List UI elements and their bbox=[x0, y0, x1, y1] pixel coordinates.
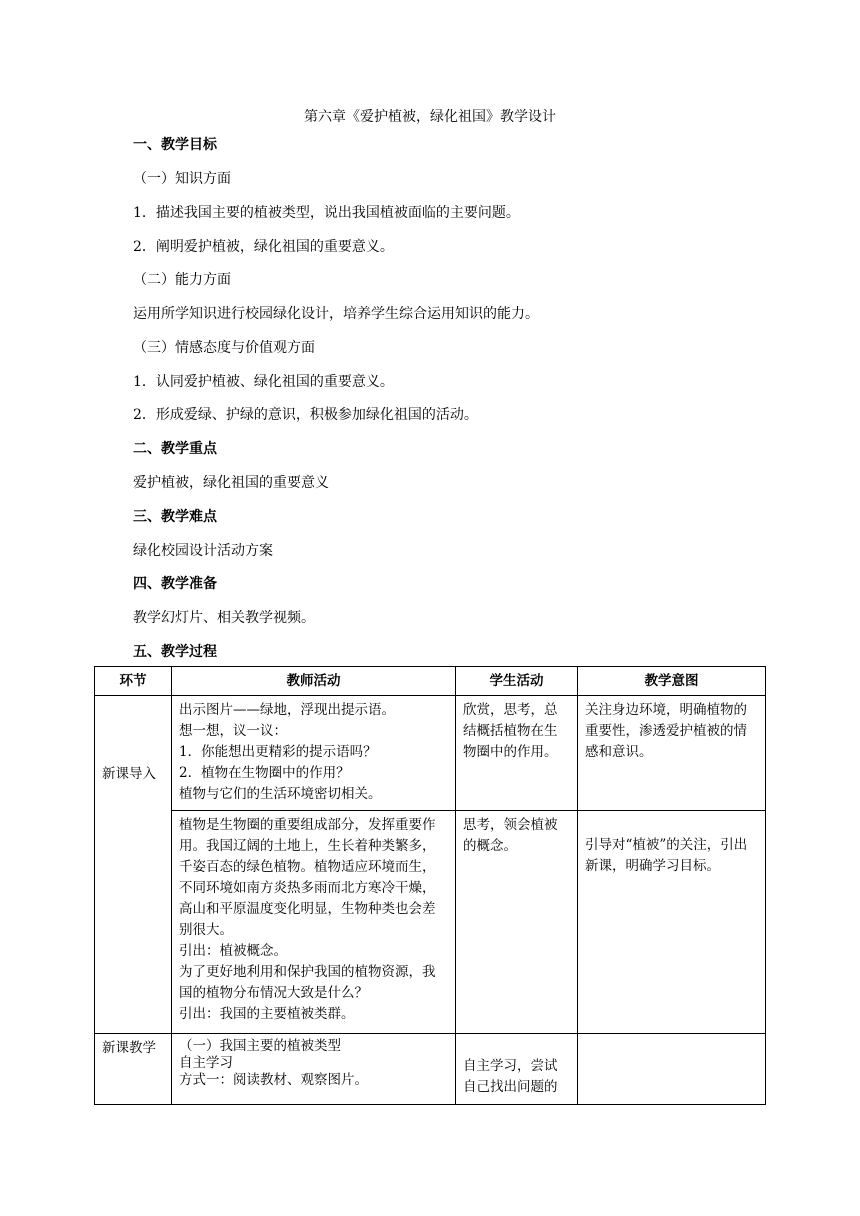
teacher-cell bbox=[172, 811, 456, 1034]
teaching-process-table bbox=[94, 666, 766, 1105]
section-heading-difficulty: 三、教学难点 bbox=[133, 509, 217, 525]
intent-cell bbox=[578, 1034, 766, 1105]
teacher-line: 2．植物在生物圈中的作用？ bbox=[179, 765, 350, 781]
subheading-attitude: （三）情感态度与价值观方面 bbox=[133, 340, 315, 356]
section-heading-process: 五、教学过程 bbox=[133, 644, 217, 660]
teacher-line: 引出：植被概念。 bbox=[179, 943, 287, 959]
teacher-line: 植物与它们的生活环境密切相关。 bbox=[179, 786, 382, 802]
table-row bbox=[95, 811, 766, 1034]
student-cell: 欣赏，思考，总结概括植物在生物圈中的作用。 bbox=[456, 696, 578, 811]
difficulty-text: 绿化校园设计活动方案 bbox=[133, 543, 273, 559]
student-cell: 自主学习，尝试自己找出问题的 bbox=[456, 1034, 578, 1105]
teacher-line: 引出：我国的主要植被类群。 bbox=[179, 1006, 355, 1022]
objective-item-1: 1．描述我国主要的植被类型，说出我国植被面临的主要问题。 bbox=[133, 205, 520, 221]
document-title: 第六章《爱护植被，绿化祖国》教学设计 bbox=[304, 109, 556, 125]
student-cell: 思考，领会植被的概念。 bbox=[456, 811, 578, 1034]
teacher-cell bbox=[172, 696, 456, 811]
teacher-line: 自主学习 bbox=[179, 1055, 233, 1071]
header-stage: 环节 bbox=[95, 667, 172, 696]
attitude-item-1: 1．认同爱护植被、绿化祖国的重要意义。 bbox=[133, 374, 394, 390]
teacher-line: 想一想，议一议： bbox=[179, 723, 287, 739]
intent-cell: 关注身边环境，明确植物的重要性，渗透爱护植被的情感和意识。 bbox=[578, 696, 766, 811]
preparation-text: 教学幻灯片、相关教学视频。 bbox=[133, 610, 315, 626]
table-row bbox=[95, 696, 766, 811]
header-intent: 教学意图 bbox=[578, 667, 766, 696]
teacher-paragraph: 为了更好地利用和保护我国的植物资源，我国的植物分布情况大致是什么？ bbox=[179, 964, 436, 1001]
table-row bbox=[95, 1034, 766, 1105]
ability-text: 运用所学知识进行校园绿化设计，培养学生综合运用知识的能力。 bbox=[133, 306, 539, 322]
teacher-cell bbox=[172, 1034, 456, 1105]
teacher-line: 出示图片——绿地，浮现出提示语。 bbox=[179, 702, 395, 718]
teacher-line: （一）我国主要的植被类型 bbox=[179, 1038, 341, 1054]
section-heading-focus: 二、教学重点 bbox=[133, 441, 217, 457]
teacher-line: 1．你能想出更精彩的提示语吗？ bbox=[179, 744, 377, 760]
teacher-line: 方式一：阅读教材、观察图片。 bbox=[179, 1072, 368, 1088]
subheading-ability: （二）能力方面 bbox=[133, 272, 231, 288]
section-heading-preparation: 四、教学准备 bbox=[133, 576, 217, 592]
intent-cell: 引导对“植被”的关注，引出新课，明确学习目标。 bbox=[578, 811, 766, 1034]
stage-cell-intro: 新课导入 bbox=[95, 696, 172, 1034]
subheading-knowledge: （一）知识方面 bbox=[133, 171, 231, 187]
header-teacher: 教师活动 bbox=[172, 667, 456, 696]
section-heading-objectives: 一、教学目标 bbox=[133, 137, 217, 153]
attitude-item-2: 2．形成爱绿、护绿的意识，积极参加绿化祖国的活动。 bbox=[133, 407, 478, 423]
header-student: 学生活动 bbox=[456, 667, 578, 696]
stage-cell-teaching: 新课教学 bbox=[95, 1034, 172, 1105]
table-header-row bbox=[95, 667, 766, 696]
teacher-paragraph: 植物是生物圈的重要组成部分，发挥重要作用。我国辽阔的土地上，生长着种类繁多，千姿百态的绿色植物。植物适应环境而生，不同环境如南方炎热多雨而北方寒冷干燥，高山和平原温度变化明显，生物种类也会差别很大。 bbox=[179, 817, 436, 938]
focus-text: 爱护植被，绿化祖国的重要意义 bbox=[133, 475, 329, 491]
objective-item-2: 2．阐明爱护植被，绿化祖国的重要意义。 bbox=[133, 239, 394, 255]
